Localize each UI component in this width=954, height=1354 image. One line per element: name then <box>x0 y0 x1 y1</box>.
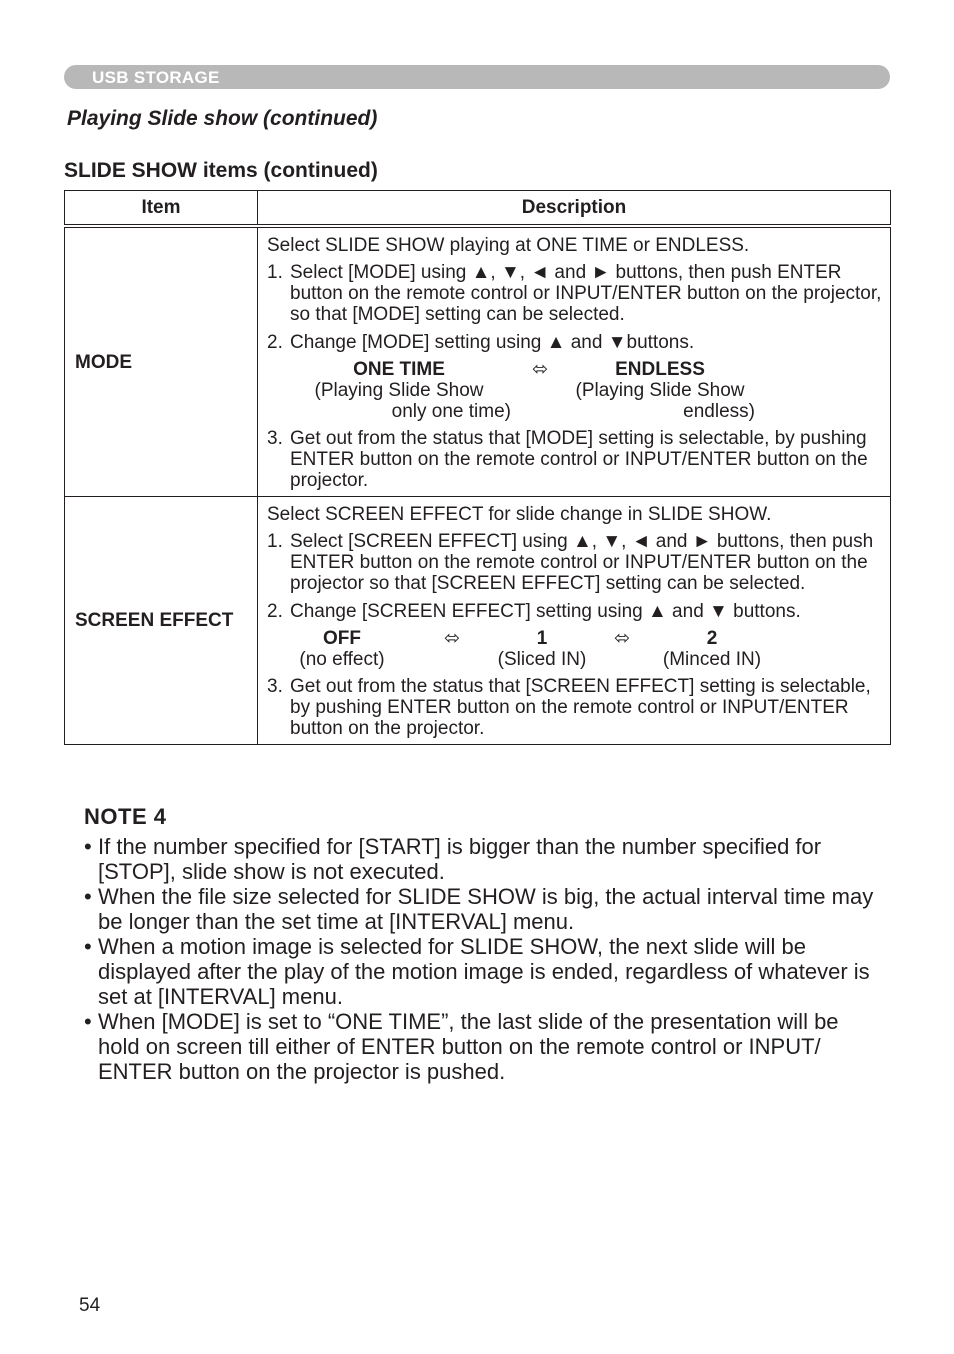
mode-option-one-time-desc-2: only one time) <box>391 401 511 422</box>
step-number: 1. <box>267 262 283 283</box>
note-title: NOTE 4 <box>84 804 167 829</box>
effect-option-1: 1 <box>536 628 548 649</box>
step-text: Get out from the status that [SCREEN EFFECT] setting is selectable, by pushing ENTER button on the remote control or INPUT/ENTER button on the projector. <box>290 676 871 739</box>
double-arrow-icon: ⬄ <box>532 359 548 380</box>
mode-option-endless-desc: (Playing Slide Show <box>575 380 745 401</box>
effect-option-off: OFF <box>323 628 361 649</box>
step-number: 2. <box>267 332 283 353</box>
effect-option-2-desc: (Minced IN) <box>662 649 762 670</box>
effect-option-2: 2 <box>706 628 718 649</box>
table-row-screen-effect <box>65 497 891 745</box>
step-number: 1. <box>267 531 283 552</box>
table-title: SLIDE SHOW items (continued) <box>64 159 378 182</box>
mode-intro: Select SLIDE SHOW playing at ONE TIME or ENDLESS. <box>267 235 750 256</box>
section-header-label: USB STORAGE <box>92 68 220 87</box>
table-header-row <box>65 191 891 227</box>
section-header-bar <box>64 65 890 89</box>
item-name-screen-effect: SCREEN EFFECT <box>65 497 258 745</box>
note-text: When a motion image is selected for SLIDE SHOW, the next slide will be displayed after the play of the motion image is ended, regardless of whatever is set at [INTERVAL] menu. <box>98 934 870 1009</box>
mode-step-2 <box>267 332 882 353</box>
step-text: Change [SCREEN EFFECT] setting using ▲ and ▼ buttons. <box>290 601 801 622</box>
note-item <box>84 934 884 1009</box>
screen-effect-options <box>267 628 882 670</box>
step-number: 3. <box>267 676 283 697</box>
double-arrow-icon: ⬄ <box>444 628 460 649</box>
bullet-icon: • <box>84 1009 92 1034</box>
mode-option-endless-desc-2: endless) <box>683 401 755 422</box>
note-list <box>84 834 884 1084</box>
screen-effect-step-1 <box>267 531 882 594</box>
item-name-mode: MODE <box>65 226 258 497</box>
screen-effect-steps-continued <box>267 676 882 739</box>
screen-effect-steps <box>267 531 882 622</box>
note-text: When [MODE] is set to “ONE TIME”, the last slide of the presentation will be hold on screen till either of ENTER button on the remote control or INPUT/ ENTER button on the projector is pushed. <box>98 1009 839 1084</box>
double-arrow-icon: ⬄ <box>614 628 630 649</box>
bullet-icon: • <box>84 834 92 859</box>
mode-step-1 <box>267 262 882 325</box>
bullet-icon: • <box>84 934 92 959</box>
mode-steps-continued <box>267 428 882 491</box>
step-text: Select [MODE] using ▲, ▼, ◄ and ► buttons, then push ENTER button on the remote control or INPUT/ENTER button on the projector, so that [MODE] setting can be selected. <box>290 262 882 325</box>
effect-option-off-desc: (no effect) <box>299 649 385 670</box>
note-item <box>84 884 884 934</box>
note-item <box>84 834 884 884</box>
step-text: Select [SCREEN EFFECT] using ▲, ▼, ◄ and ► buttons, then push ENTER button on the remote control or INPUT/ENTER button on the projector so that [SCREEN EFFECT] setting can be selected. <box>290 531 874 594</box>
step-number: 2. <box>267 601 283 622</box>
slide-show-items-table <box>64 190 891 745</box>
step-text: Change [MODE] setting using ▲ and ▼buttons. <box>290 332 695 353</box>
screen-effect-intro: Select SCREEN EFFECT for slide change in SLIDE SHOW. <box>267 504 772 525</box>
mode-options <box>283 359 882 422</box>
page-subtitle: Playing Slide show (continued) <box>67 107 378 130</box>
note-text: When the file size selected for SLIDE SHOW is big, the actual interval time may be longer than the set time at [INTERVAL] menu. <box>98 884 874 934</box>
screen-effect-step-2 <box>267 601 882 622</box>
bullet-icon: • <box>84 884 92 909</box>
note-text: If the number specified for [START] is bigger than the number specified for [STOP], slide show is not executed. <box>98 834 822 884</box>
table-row-mode <box>65 226 891 497</box>
effect-option-1-desc: (Sliced IN) <box>497 649 587 670</box>
column-header-item: Item <box>65 191 258 227</box>
page-number: 54 <box>79 1295 101 1316</box>
mode-option-one-time: ONE TIME <box>353 359 445 380</box>
note-item <box>84 1009 884 1084</box>
screen-effect-step-3 <box>267 676 882 739</box>
mode-option-endless: ENDLESS <box>615 359 705 380</box>
column-header-description: Description <box>258 191 891 227</box>
mode-steps <box>267 262 882 353</box>
mode-step-3 <box>267 428 882 491</box>
mode-option-one-time-desc: (Playing Slide Show <box>314 380 484 401</box>
step-number: 3. <box>267 428 283 449</box>
description-screen-effect <box>258 497 891 745</box>
description-mode <box>258 226 891 497</box>
step-text: Get out from the status that [MODE] setting is selectable, by pushing ENTER button on the remote control or INPUT/ENTER button on the projector. <box>290 428 868 491</box>
